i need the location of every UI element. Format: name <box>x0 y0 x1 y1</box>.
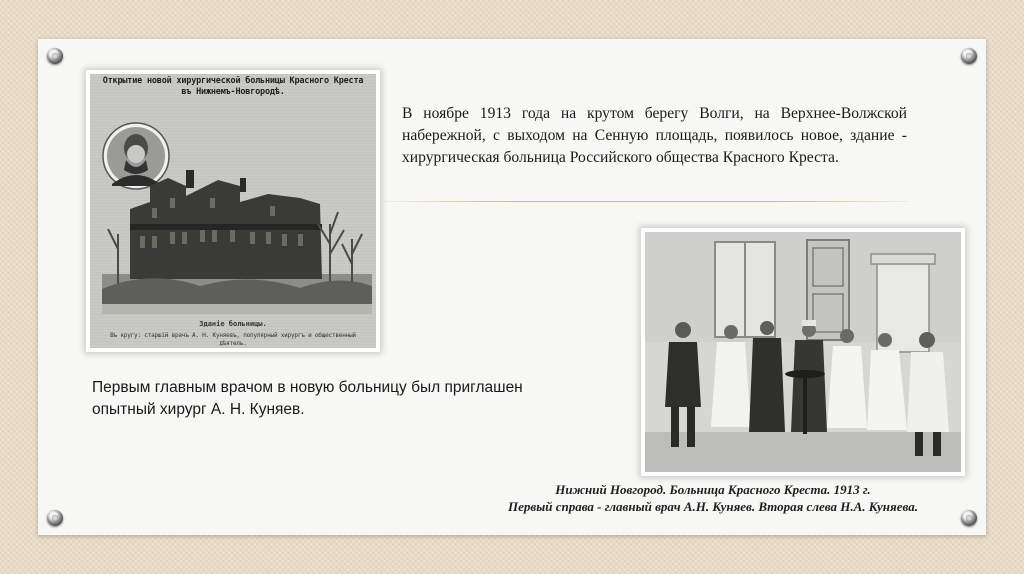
hospital-building-illustration <box>90 74 376 348</box>
staff-group-illustration <box>645 232 961 472</box>
newspaper-headline: Открытие новой хирургической больницы Красного Креста въ Нижнемъ-Новгородѣ. <box>102 76 364 97</box>
newspaper-clipping-image <box>86 70 380 352</box>
newspaper-footer-text: Въ кругу: старшiй врачъ А. Н. Куняевъ, популярный хирургъ и общественный дѣятель. <box>110 332 356 347</box>
divider-line <box>382 201 908 202</box>
staff-group-photo <box>641 228 965 476</box>
pin-icon <box>47 48 63 64</box>
pin-icon <box>47 510 63 526</box>
slide-card <box>38 39 986 535</box>
photo-caption: Нижний Новгород. Больница Красного Креста. 1913 г. Первый справа - главный врач А.Н. Куняев. Вторая слева Н.А. Куняева. <box>508 482 918 514</box>
newspaper-building-caption: Зданiе больницы. <box>199 320 267 328</box>
intro-paragraph: В ноябре 1913 года на крутом берегу Волги, на Верхнее-Волжской набережной, с выходом на Сенную площадь, появилось новое, здание - хирургическая больница Российского общества Красного Креста. <box>402 105 907 166</box>
chief-doctor-paragraph: Первым главным врачом в новую больницу был приглашен опытный хирург А. Н. Куняев. <box>92 379 523 418</box>
pin-icon <box>961 48 977 64</box>
